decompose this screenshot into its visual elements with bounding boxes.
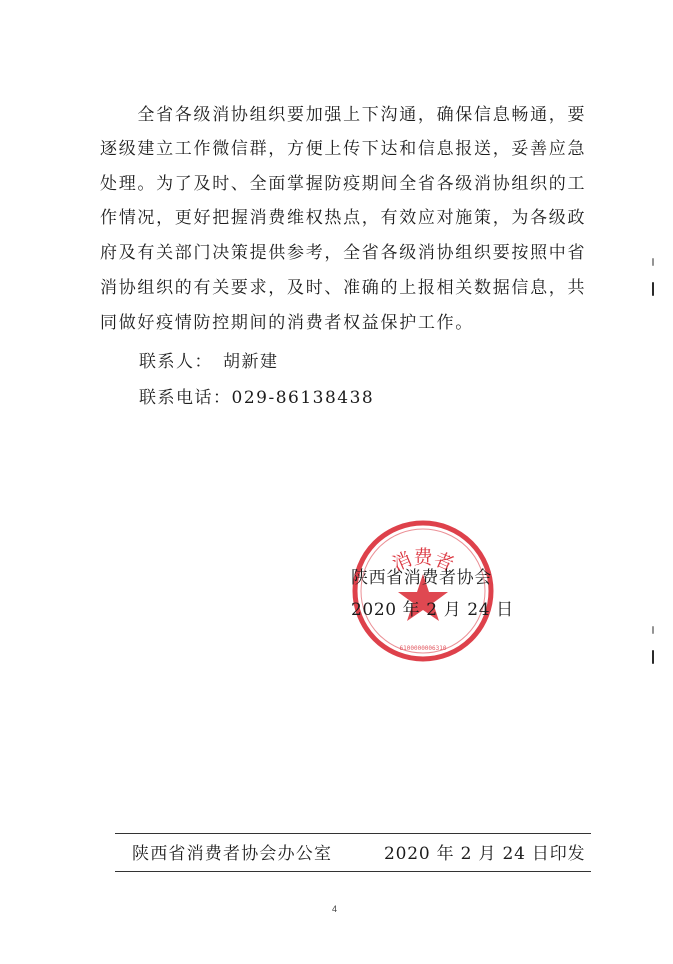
footer-bottom-rule	[115, 871, 591, 872]
footer-issuer: 陕西省消费者协会办公室	[132, 844, 333, 864]
body-line-1: 全省各级消协组织要加强上下沟通，确保信息畅通，要	[100, 105, 587, 125]
body-line-5: 府及有关部门决策提供参考，全省各级消协组织要按照中省	[100, 243, 587, 263]
footer-issue-date: 2020 年 2 月 24 日印发	[384, 844, 586, 864]
body-line-4: 作情况，更好把握消费维权热点，有效应对施策，为各级政	[100, 208, 587, 228]
body-line-3: 处理。为了及时、全面掌握防疫期间全省各级消协组织的工	[100, 174, 587, 194]
binding-mark	[652, 650, 654, 664]
signature-date: 2020 年 2 月 24 日	[351, 600, 514, 620]
binding-mark	[652, 282, 654, 296]
contact-phone: 联系电话：029-86138438	[139, 388, 375, 408]
signature-organization: 陕西省消费者协会	[351, 568, 492, 588]
body-line-7: 同做好疫情防控期间的消费者权益保护工作。	[100, 313, 474, 333]
footer-top-rule	[115, 833, 591, 834]
binding-mark	[652, 626, 654, 634]
contact-person: 联系人： 胡新建	[139, 352, 279, 372]
body-line-2: 逐级建立工作微信群，方便上传下达和信息报送，妥善应急	[100, 139, 587, 159]
svg-text:6100000006310: 6100000006310	[399, 645, 447, 652]
page-number: 4	[332, 904, 338, 914]
binding-mark	[652, 258, 654, 266]
body-line-6: 消协组织的有关要求，及时、准确的上报相关数据信息，共	[100, 278, 587, 298]
seal-text: 消费者	[388, 546, 458, 576]
official-seal	[348, 516, 498, 666]
